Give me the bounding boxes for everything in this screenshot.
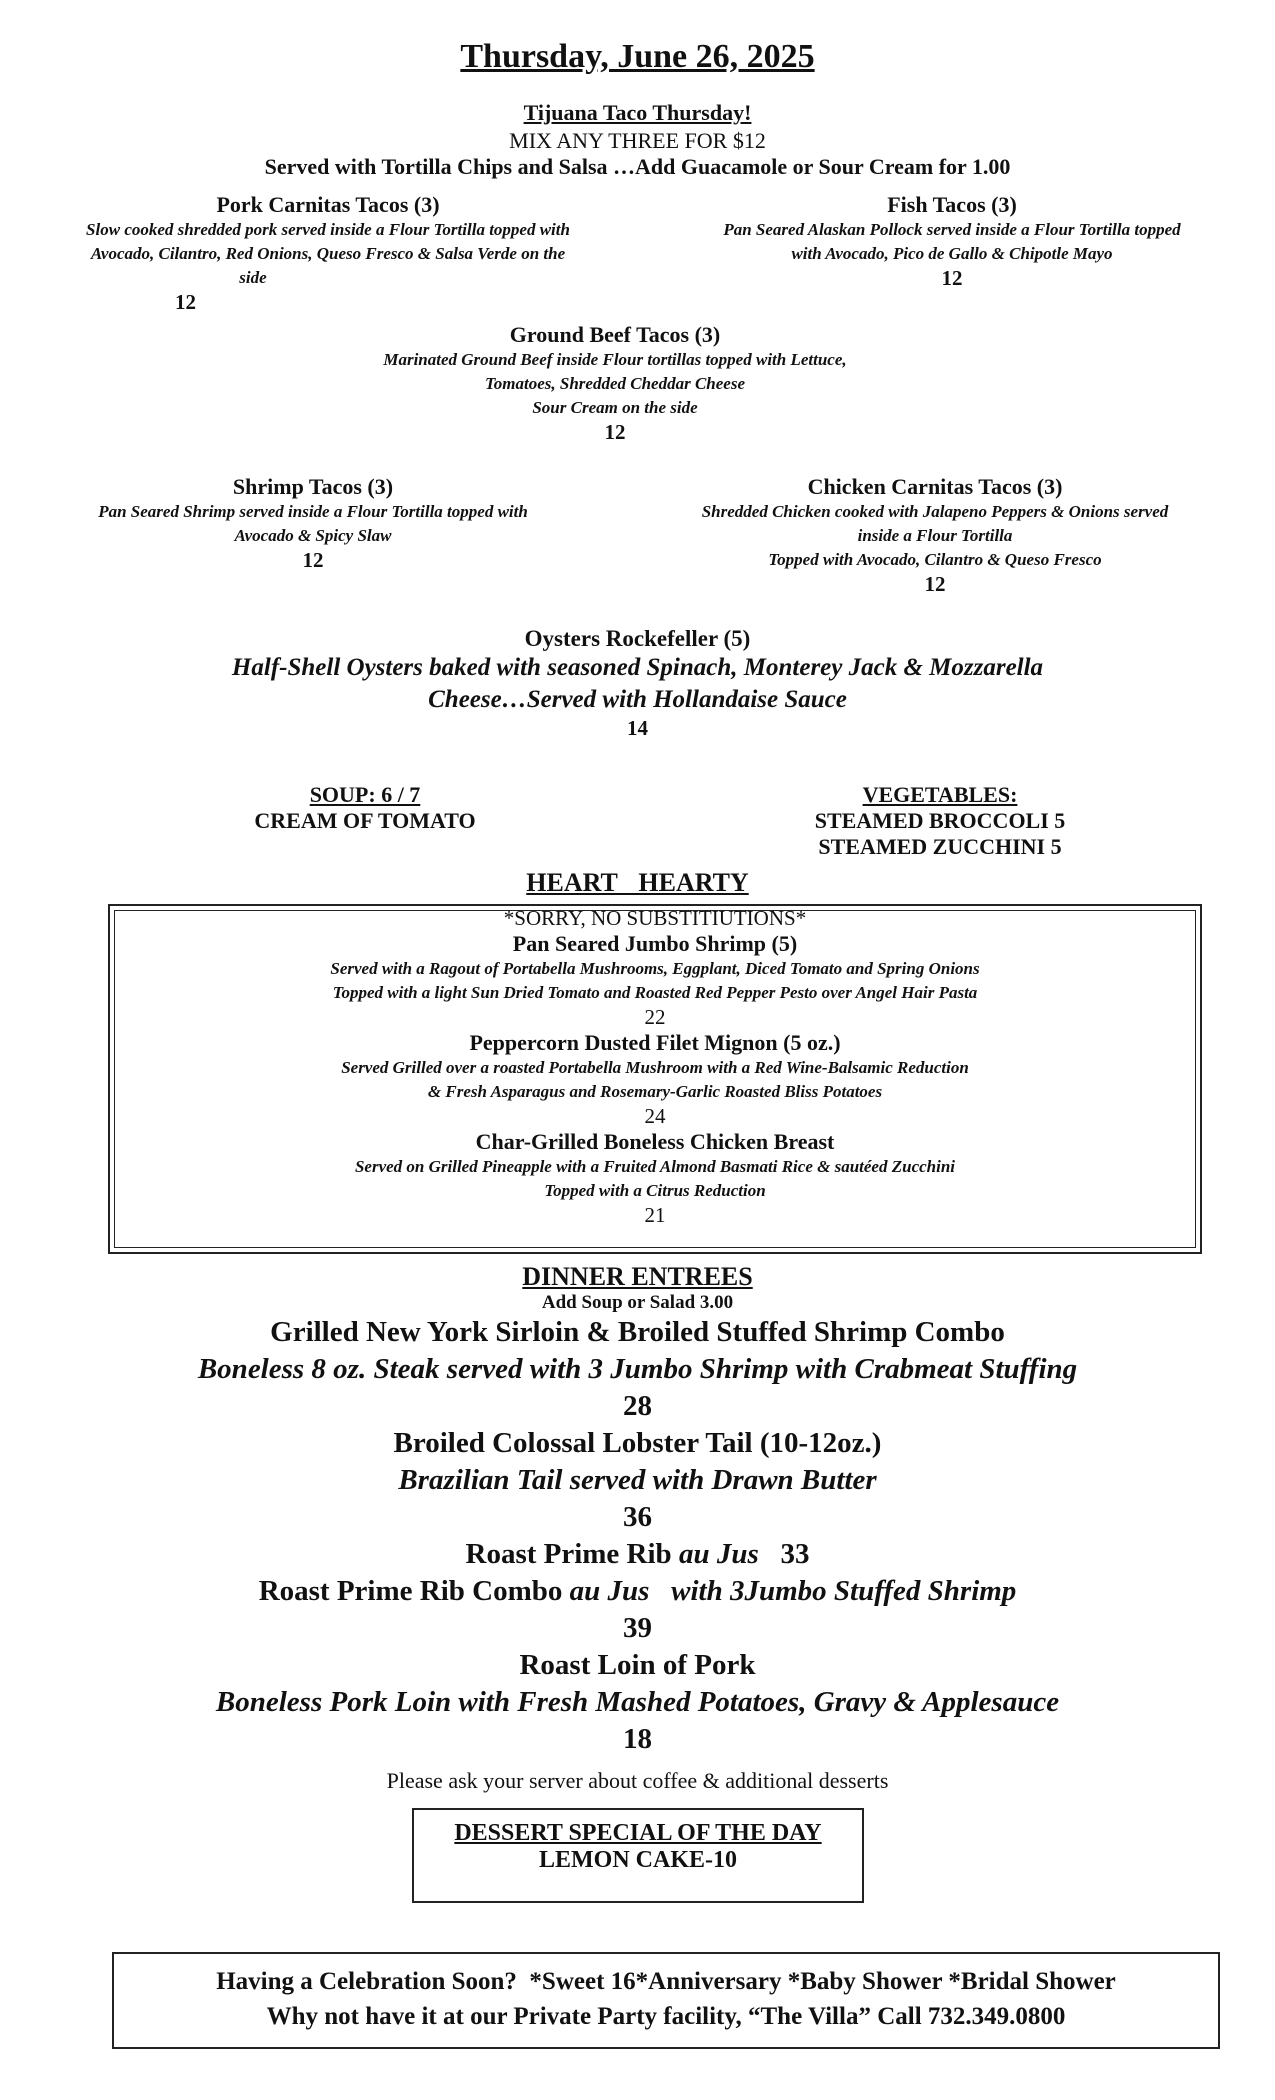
party-line-1: Having a Celebration Soon? *Sweet 16*Anniversary *Baby Shower *Bridal Shower bbox=[216, 1968, 1116, 1995]
item-description bbox=[300, 348, 930, 420]
menu-date: Thursday, June 26, 2025 bbox=[460, 38, 815, 75]
dessert-special-item: LEMON CAKE-10 bbox=[539, 1847, 737, 1873]
entree-description: au Jus with 3Jumbo Stuffed Shrimp bbox=[569, 1575, 1017, 1607]
desc-line: Avocado, Cilantro, Red Onions, Queso Fresco & Salsa Verde on the bbox=[90, 244, 566, 263]
item-price: 22 bbox=[644, 1005, 666, 1029]
dessert-special-title: DESSERT SPECIAL OF THE DAY bbox=[454, 1820, 822, 1846]
dinner-entrees-section bbox=[0, 1262, 1275, 1758]
desc-line: Served with a Ragout of Portabella Mushrooms, Eggplant, Diced Tomato and Spring Onions bbox=[330, 959, 980, 978]
item-price: 14 bbox=[627, 716, 648, 740]
special-title: Tijuana Taco Thursday! bbox=[523, 100, 752, 125]
item-name: Oysters Rockefeller (5) bbox=[524, 626, 751, 651]
taco-item-chicken-carnitas bbox=[640, 474, 1230, 597]
entree-price: 39 bbox=[623, 1612, 652, 1644]
desc-line: Served Grilled over a roasted Portabella Mushroom with a Red Wine-Balsamic Reduction bbox=[341, 1058, 969, 1077]
special-mix-deal: MIX ANY THREE FOR $12 bbox=[509, 128, 766, 153]
desc-line: Half-Shell Oysters baked with seasoned Spinach, Monterey Jack & Mozzarella bbox=[231, 654, 1044, 681]
item-description bbox=[662, 218, 1242, 266]
party-line-2: Why not have it at our Private Party facility, “The Villa” Call 732.349.0800 bbox=[266, 2003, 1066, 2030]
desc-line: Slow cooked shredded pork served inside a Flour Tortilla topped with bbox=[86, 220, 570, 239]
desc-line: Pan Seared Shrimp served inside a Flour Tortilla topped with bbox=[98, 502, 528, 521]
coffee-desserts-note: Please ask your server about coffee & additional desserts bbox=[386, 1768, 889, 1793]
vegetables-title: VEGETABLES: bbox=[862, 782, 1018, 807]
entree-au-jus: au Jus bbox=[678, 1538, 759, 1570]
item-price: 12 bbox=[175, 290, 196, 314]
soup-title: SOUP: 6 / 7 bbox=[309, 782, 421, 807]
desc-line: Topped with a Citrus Reduction bbox=[544, 1181, 766, 1200]
item-description bbox=[640, 500, 1230, 572]
desc-line: Pan Seared Alaskan Pollock served inside a Flour Tortilla topped bbox=[723, 220, 1181, 239]
item-price: 12 bbox=[924, 572, 946, 596]
item-name: Peppercorn Dusted Filet Mignon (5 oz.) bbox=[469, 1030, 841, 1055]
taco-item-pork-carnitas bbox=[28, 192, 628, 315]
item-name: Chicken Carnitas Tacos (3) bbox=[807, 474, 1063, 499]
item-description bbox=[28, 218, 628, 290]
entree-price: 36 bbox=[623, 1501, 652, 1533]
item-name: Char-Grilled Boneless Chicken Breast bbox=[475, 1129, 835, 1154]
no-substitutions-note: *SORRY, NO SUBSTITIUTIONS* bbox=[503, 906, 807, 930]
item-description bbox=[28, 500, 598, 548]
item-name: Pan Seared Jumbo Shrimp (5) bbox=[512, 931, 798, 956]
item-description bbox=[150, 652, 1125, 716]
oysters-rockefeller bbox=[150, 626, 1125, 741]
desc-line: Topped with a light Sun Dried Tomato and Roasted Red Pepper Pesto over Angel Hair Pasta bbox=[332, 983, 978, 1002]
vegetable-item: STEAMED BROCCOLI 5 bbox=[814, 808, 1066, 833]
entree-price: 33 bbox=[780, 1538, 810, 1570]
entree-name: Roast Prime Rib Combo bbox=[258, 1575, 563, 1607]
desc-line: Sour Cream on the side bbox=[532, 398, 698, 417]
entree-description: Boneless Pork Loin with Fresh Mashed Potatoes, Gravy & Applesauce bbox=[215, 1686, 1060, 1718]
item-price: 12 bbox=[302, 548, 324, 572]
heart-hearty-content bbox=[108, 906, 1202, 1228]
entree-price: 28 bbox=[623, 1390, 652, 1422]
entree-line-prime-rib-combo bbox=[0, 1573, 1275, 1610]
entree-name: Grilled New York Sirloin & Broiled Stuffed Shrimp Combo bbox=[270, 1316, 1005, 1348]
item-description bbox=[108, 957, 1202, 1005]
item-name: Pork Carnitas Tacos (3) bbox=[216, 192, 440, 217]
desc-line: Served on Grilled Pineapple with a Fruited Almond Basmati Rice & sautéed Zucchini bbox=[354, 1157, 956, 1176]
taco-item-shrimp bbox=[28, 474, 598, 573]
entree-name: Roast Prime Rib bbox=[465, 1538, 672, 1570]
desc-line: side bbox=[239, 268, 267, 287]
item-description bbox=[108, 1056, 1202, 1104]
item-price: 21 bbox=[644, 1203, 666, 1227]
desc-line: Topped with Avocado, Cilantro & Queso Fresco bbox=[768, 550, 1102, 569]
item-price: 24 bbox=[644, 1104, 666, 1128]
taco-item-ground-beef bbox=[300, 322, 930, 445]
item-name: Fish Tacos (3) bbox=[887, 192, 1017, 217]
vegetables-section bbox=[760, 782, 1120, 860]
entree-line-prime-rib bbox=[0, 1536, 1275, 1573]
desc-line: Marinated Ground Beef inside Flour tortillas topped with Lettuce, bbox=[383, 350, 847, 369]
entree-name: Roast Loin of Pork bbox=[519, 1649, 756, 1681]
dinner-entrees-title: DINNER ENTREES bbox=[522, 1262, 753, 1291]
soup-item: CREAM OF TOMATO bbox=[254, 808, 476, 833]
desc-line: Avocado & Spicy Slaw bbox=[234, 526, 392, 545]
soup-section bbox=[200, 782, 530, 834]
item-description bbox=[108, 1155, 1202, 1203]
item-name: Shrimp Tacos (3) bbox=[232, 474, 394, 499]
desc-line: inside a Flour Tortilla bbox=[857, 526, 1013, 545]
vegetable-item: STEAMED ZUCCHINI 5 bbox=[818, 834, 1062, 859]
item-price: 12 bbox=[941, 266, 963, 290]
desc-line: & Fresh Asparagus and Rosemary-Garlic Roasted Bliss Potatoes bbox=[427, 1082, 883, 1101]
private-party-box bbox=[112, 1952, 1220, 2049]
taco-item-fish bbox=[662, 192, 1242, 291]
special-served-with: Served with Tortilla Chips and Salsa …Add Guacamole or Sour Cream for 1.00 bbox=[264, 154, 1011, 179]
desc-line: Shredded Chicken cooked with Jalapeno Peppers & Onions served bbox=[701, 502, 1169, 521]
entree-description: Brazilian Tail served with Drawn Butter bbox=[398, 1464, 877, 1496]
entree-name: Broiled Colossal Lobster Tail (10-12oz.) bbox=[393, 1427, 882, 1459]
desc-line: Tomatoes, Shredded Cheddar Cheese bbox=[484, 374, 746, 393]
item-price: 12 bbox=[604, 420, 626, 444]
heart-hearty-title: HEART HEARTY bbox=[526, 868, 749, 897]
entree-description: Boneless 8 oz. Steak served with 3 Jumbo Shrimp with Crabmeat Stuffing bbox=[197, 1353, 1078, 1385]
entree-price: 18 bbox=[623, 1723, 652, 1755]
desc-line: with Avocado, Pico de Gallo & Chipotle Mayo bbox=[791, 244, 1113, 263]
item-name: Ground Beef Tacos (3) bbox=[509, 322, 721, 347]
dessert-special-box bbox=[412, 1808, 864, 1903]
desc-line: Cheese…Served with Hollandaise Sauce bbox=[428, 686, 847, 713]
add-soup-salad-note: Add Soup or Salad 3.00 bbox=[541, 1292, 734, 1313]
